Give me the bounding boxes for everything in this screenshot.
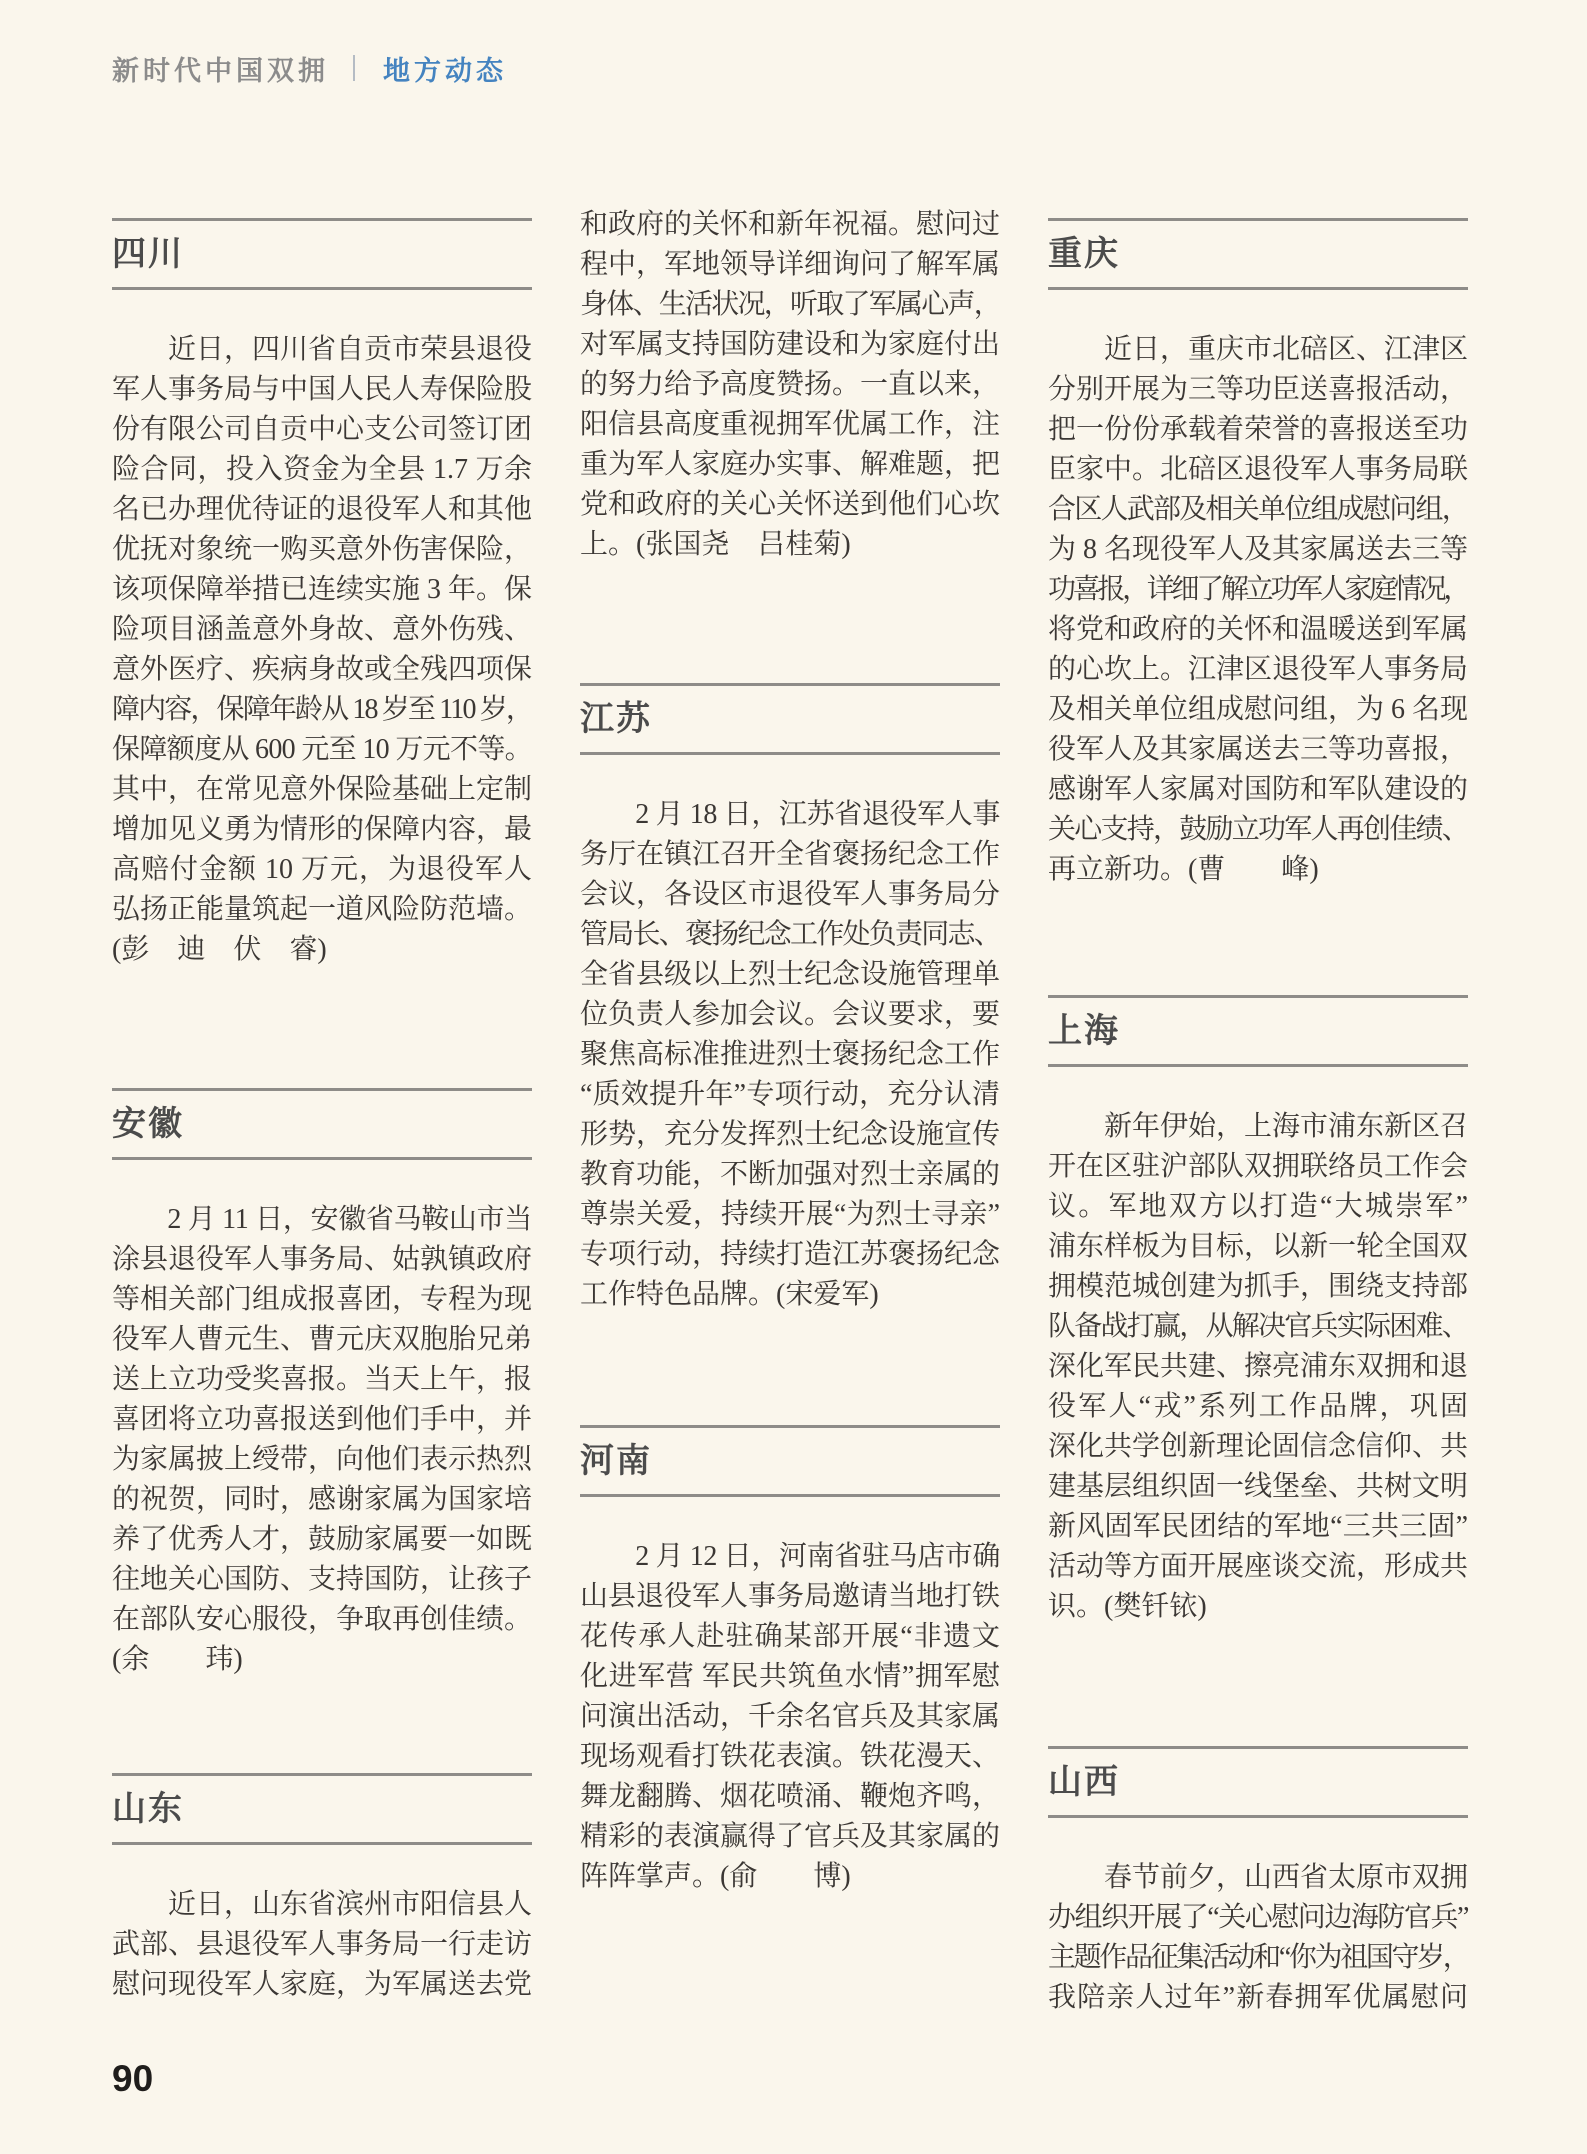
article-line: 名已办理优待证的退役军人和其他: [112, 494, 533, 525]
article-column-2: [580, 0, 1000, 1897]
article-line: 等相关部门组成报喜团，专程为现: [112, 1284, 533, 1315]
article-line: 高赔付金额 10 万元，为退役军人: [112, 854, 532, 885]
article-line: 保障额度从 600 元至 10 万元不等。: [112, 734, 533, 765]
article-line: 深化共学创新理论固信念信仰、共: [1048, 1431, 1469, 1462]
article-line: 办组织开展了“关心慰问边海防官兵”: [1048, 1902, 1468, 1933]
article-line: 务厅在镇江召开全省褒扬纪念工作: [580, 839, 1001, 870]
section-heading: [1048, 218, 1468, 290]
section-heading-label: 四川: [112, 235, 184, 273]
article-paragraph: [1048, 330, 1468, 890]
article-line: 识。(樊钎铱): [1048, 1591, 1207, 1622]
article-line: 议。军地双方以打造“大城崇军”: [1048, 1191, 1468, 1222]
section-heading-label: 山东: [112, 1790, 184, 1828]
article-line: 险项目涵盖意外身故、意外伤残、: [112, 614, 533, 645]
article-line: 2 月 11 日，安徽省马鞍山市当: [112, 1204, 532, 1235]
article-line: 为家属披上绶带，向他们表示热烈: [112, 1444, 533, 1475]
section-heading: [580, 1425, 1000, 1497]
article-paragraph: [112, 330, 532, 970]
article-paragraph: [1048, 1858, 1468, 2018]
article-line: 功喜报，详细了解立功军人家庭情况，: [1048, 574, 1469, 605]
section-heading: [1048, 995, 1468, 1067]
article-line: 活动等方面开展座谈交流，形成共: [1048, 1551, 1469, 1582]
article-line: 教育功能，不断加强对烈士亲属的: [580, 1159, 1001, 1190]
article-line: 上。(张国尧 吕桂菊): [580, 529, 851, 560]
article-line: 重为军人家庭办实事、解难题，把: [580, 449, 1001, 480]
article-line: 役军人“戎”系列工作品牌，巩固: [1048, 1391, 1468, 1422]
article-line: 军人事务局与中国人民人寿保险股: [112, 374, 533, 405]
article-line: 意外医疗、疾病身故或全残四项保: [112, 654, 533, 685]
article-line: 建基层组织固一线堡垒、共树文明: [1048, 1471, 1469, 1502]
section-heading-label: 安徽: [112, 1105, 184, 1143]
article-line: 合区人武部及相关单位组成慰问组，: [1048, 494, 1469, 525]
article-line: 将党和政府的关怀和温暖送到军属: [1048, 614, 1469, 645]
section-heading-label: 河南: [580, 1442, 652, 1480]
article-line: 关心支持，鼓励立功军人再创佳绩、: [1048, 814, 1469, 845]
article-line: 的努力给予高度赞扬。一直以来，: [580, 369, 1001, 400]
article-line: 聚焦高标准推进烈士褒扬纪念工作: [580, 1039, 1001, 1070]
article-line: 臣家中。北碚区退役军人事务局联: [1048, 454, 1469, 485]
section-heading: [112, 1773, 532, 1845]
article-line: 增加见义勇为情形的保障内容，最: [112, 814, 533, 845]
article-line: 精彩的表演赢得了官兵及其家属的: [580, 1821, 1001, 1852]
page-number: 90: [112, 2058, 154, 2099]
article-line: 会议，各设区市退役军人事务局分: [580, 879, 1001, 910]
article-line: 阵阵掌声。(俞 博): [580, 1861, 851, 1892]
article-line: 慰问现役军人家庭，为军属送去党: [112, 1969, 533, 2000]
article-line: (余 玮): [112, 1644, 243, 1675]
section-heading: [1048, 1746, 1468, 1818]
article-paragraph: [580, 1537, 1000, 1897]
article-paragraph: [580, 205, 1000, 565]
article-line: 程中，军地领导详细询问了解军属: [580, 249, 1001, 280]
section-heading-label: 重庆: [1048, 235, 1120, 273]
section-heading-label: 江苏: [580, 700, 652, 738]
article-line: 管局长、褒扬纪念工作处负责同志、: [580, 919, 1001, 950]
article-line: 形势，充分发挥烈士纪念设施宣传: [580, 1119, 1001, 1150]
article-line: 主题作品征集活动和“你为祖国守岁，: [1048, 1942, 1469, 1973]
article-line: 开在区驻沪部队双拥联络员工作会: [1048, 1151, 1469, 1182]
article-line: 近日，山东省滨州市阳信县人: [112, 1889, 533, 1920]
article-line: 再立新功。(曹 峰): [1048, 854, 1319, 885]
article-line: “质效提升年”专项行动，充分认清: [580, 1079, 1000, 1110]
article-line: 的祝贺，同时，感谢家属为国家培: [112, 1484, 533, 1515]
article-line: 障内容，保障年龄从 18 岁至 110 岁，: [112, 694, 532, 725]
article-line: 喜团将立功喜报送到他们手中，并: [112, 1404, 533, 1435]
section-heading-label: 上海: [1048, 1012, 1120, 1050]
article-line: 役军人曹元生、曹元庆双胞胎兄弟: [112, 1324, 533, 1355]
article-line: 分别开展为三等功臣送喜报活动，: [1048, 374, 1469, 405]
article-line: 在部队安心服役，争取再创佳绩。: [112, 1604, 533, 1635]
article-line: 现场观看打铁花表演。铁花漫天、: [580, 1741, 1001, 1772]
article-line: 春节前夕，山西省太原市双拥: [1048, 1862, 1469, 1893]
article-line: 化进军营 军民共筑鱼水情”拥军慰: [580, 1661, 1000, 1692]
article-line: 山县退役军人事务局邀请当地打铁: [580, 1581, 1001, 1612]
article-line: 感谢军人家属对国防和军队建设的: [1048, 774, 1469, 805]
article-line: 我陪亲人过年”新春拥军优属慰问: [1048, 1982, 1468, 2013]
article-paragraph: [1048, 1107, 1468, 1627]
article-line: 送上立功受奖喜报。当天上午，报: [112, 1364, 533, 1395]
section-heading-label: 山西: [1048, 1763, 1120, 1801]
section-heading: [112, 1088, 532, 1160]
article-column-1: [112, 0, 532, 2005]
article-line: 其中，在常见意外保险基础上定制: [112, 774, 533, 805]
article-line: 近日，四川省自贡市荣县退役: [112, 334, 533, 365]
article-line: 2 月 18 日，江苏省退役军人事: [580, 799, 1001, 830]
article-line: 身体、生活状况，听取了军属心声，: [580, 289, 1001, 320]
article-line: 全省县级以上烈士纪念设施管理单: [580, 959, 1001, 990]
article-line: 弘扬正能量筑起一道风险防范墙。: [112, 894, 533, 925]
article-line: 为 8 名现役军人及其家属送去三等: [1048, 534, 1469, 565]
article-line: (彭 迪 伏 睿): [112, 934, 327, 965]
article-line: 往地关心国防、支持国防，让孩子: [112, 1564, 533, 1595]
article-line: 武部、县退役军人事务局一行走访: [112, 1929, 533, 1960]
article-line: 阳信县高度重视拥军优属工作，注: [580, 409, 1001, 440]
section-heading: [112, 218, 532, 290]
article-line: 位负责人参加会议。会议要求，要: [580, 999, 1001, 1030]
article-paragraph: [112, 1200, 532, 1680]
article-line: 近日，重庆市北碚区、江津区: [1048, 334, 1469, 365]
section-title: 地方动态: [383, 55, 507, 86]
article-line: 尊崇关爱，持续开展“为烈士寻亲”: [580, 1199, 1000, 1230]
article-column-3: [1048, 0, 1468, 2018]
section-heading: [580, 683, 1000, 755]
article-line: 队备战打赢，从解决官兵实际困难、: [1048, 1311, 1469, 1342]
article-line: 舞龙翻腾、烟花喷涌、鞭炮齐鸣，: [580, 1781, 1001, 1812]
article-line: 该项保障举措已连续实施 3 年。保: [112, 574, 533, 605]
article-line: 浦东样板为目标，以新一轮全国双: [1048, 1231, 1469, 1262]
article-line: 养了优秀人才，鼓励家属要一如既: [112, 1524, 533, 1555]
article-line: 党和政府的关心关怀送到他们心坎: [580, 489, 1001, 520]
article-line: 份有限公司自贡中心支公司签订团: [112, 414, 533, 445]
article-paragraph: [580, 795, 1000, 1315]
article-line: 的心坎上。江津区退役军人事务局: [1048, 654, 1469, 685]
article-line: 把一份份承载着荣誉的喜报送至功: [1048, 414, 1469, 445]
article-line: 工作特色品牌。(宋爱军): [580, 1279, 879, 1310]
article-line: 2 月 12 日，河南省驻马店市确: [580, 1541, 1001, 1572]
article-line: 和政府的关怀和新年祝福。慰问过: [580, 209, 1001, 240]
article-line: 对军属支持国防建设和为家庭付出: [580, 329, 1001, 360]
article-line: 新风固军民团结的军地“三共三固”: [1048, 1511, 1468, 1542]
article-line: 深化军民共建、擦亮浦东双拥和退: [1048, 1351, 1469, 1382]
article-line: 优抚对象统一购买意外伤害保险，: [112, 534, 533, 565]
article-line: 问演出活动，千余名官兵及其家属: [580, 1701, 1001, 1732]
article-line: 及相关单位组成慰问组，为 6 名现: [1048, 694, 1469, 725]
article-line: 花传承人赴驻确某部开展“非遗文: [580, 1621, 1000, 1652]
article-line: 险合同，投入资金为全县 1.7 万余: [112, 454, 532, 485]
magazine-title: 新时代中国双拥: [112, 55, 329, 86]
article-line: 役军人及其家属送去三等功喜报，: [1048, 734, 1469, 765]
article-paragraph: [112, 1885, 532, 2005]
article-line: 专项行动，持续打造江苏褒扬纪念: [580, 1239, 1001, 1270]
article-line: 拥模范城创建为抓手，围绕支持部: [1048, 1271, 1469, 1302]
article-line: 新年伊始，上海市浦东新区召: [1048, 1111, 1469, 1142]
article-line: 涂县退役军人事务局、姑孰镇政府: [112, 1244, 533, 1275]
